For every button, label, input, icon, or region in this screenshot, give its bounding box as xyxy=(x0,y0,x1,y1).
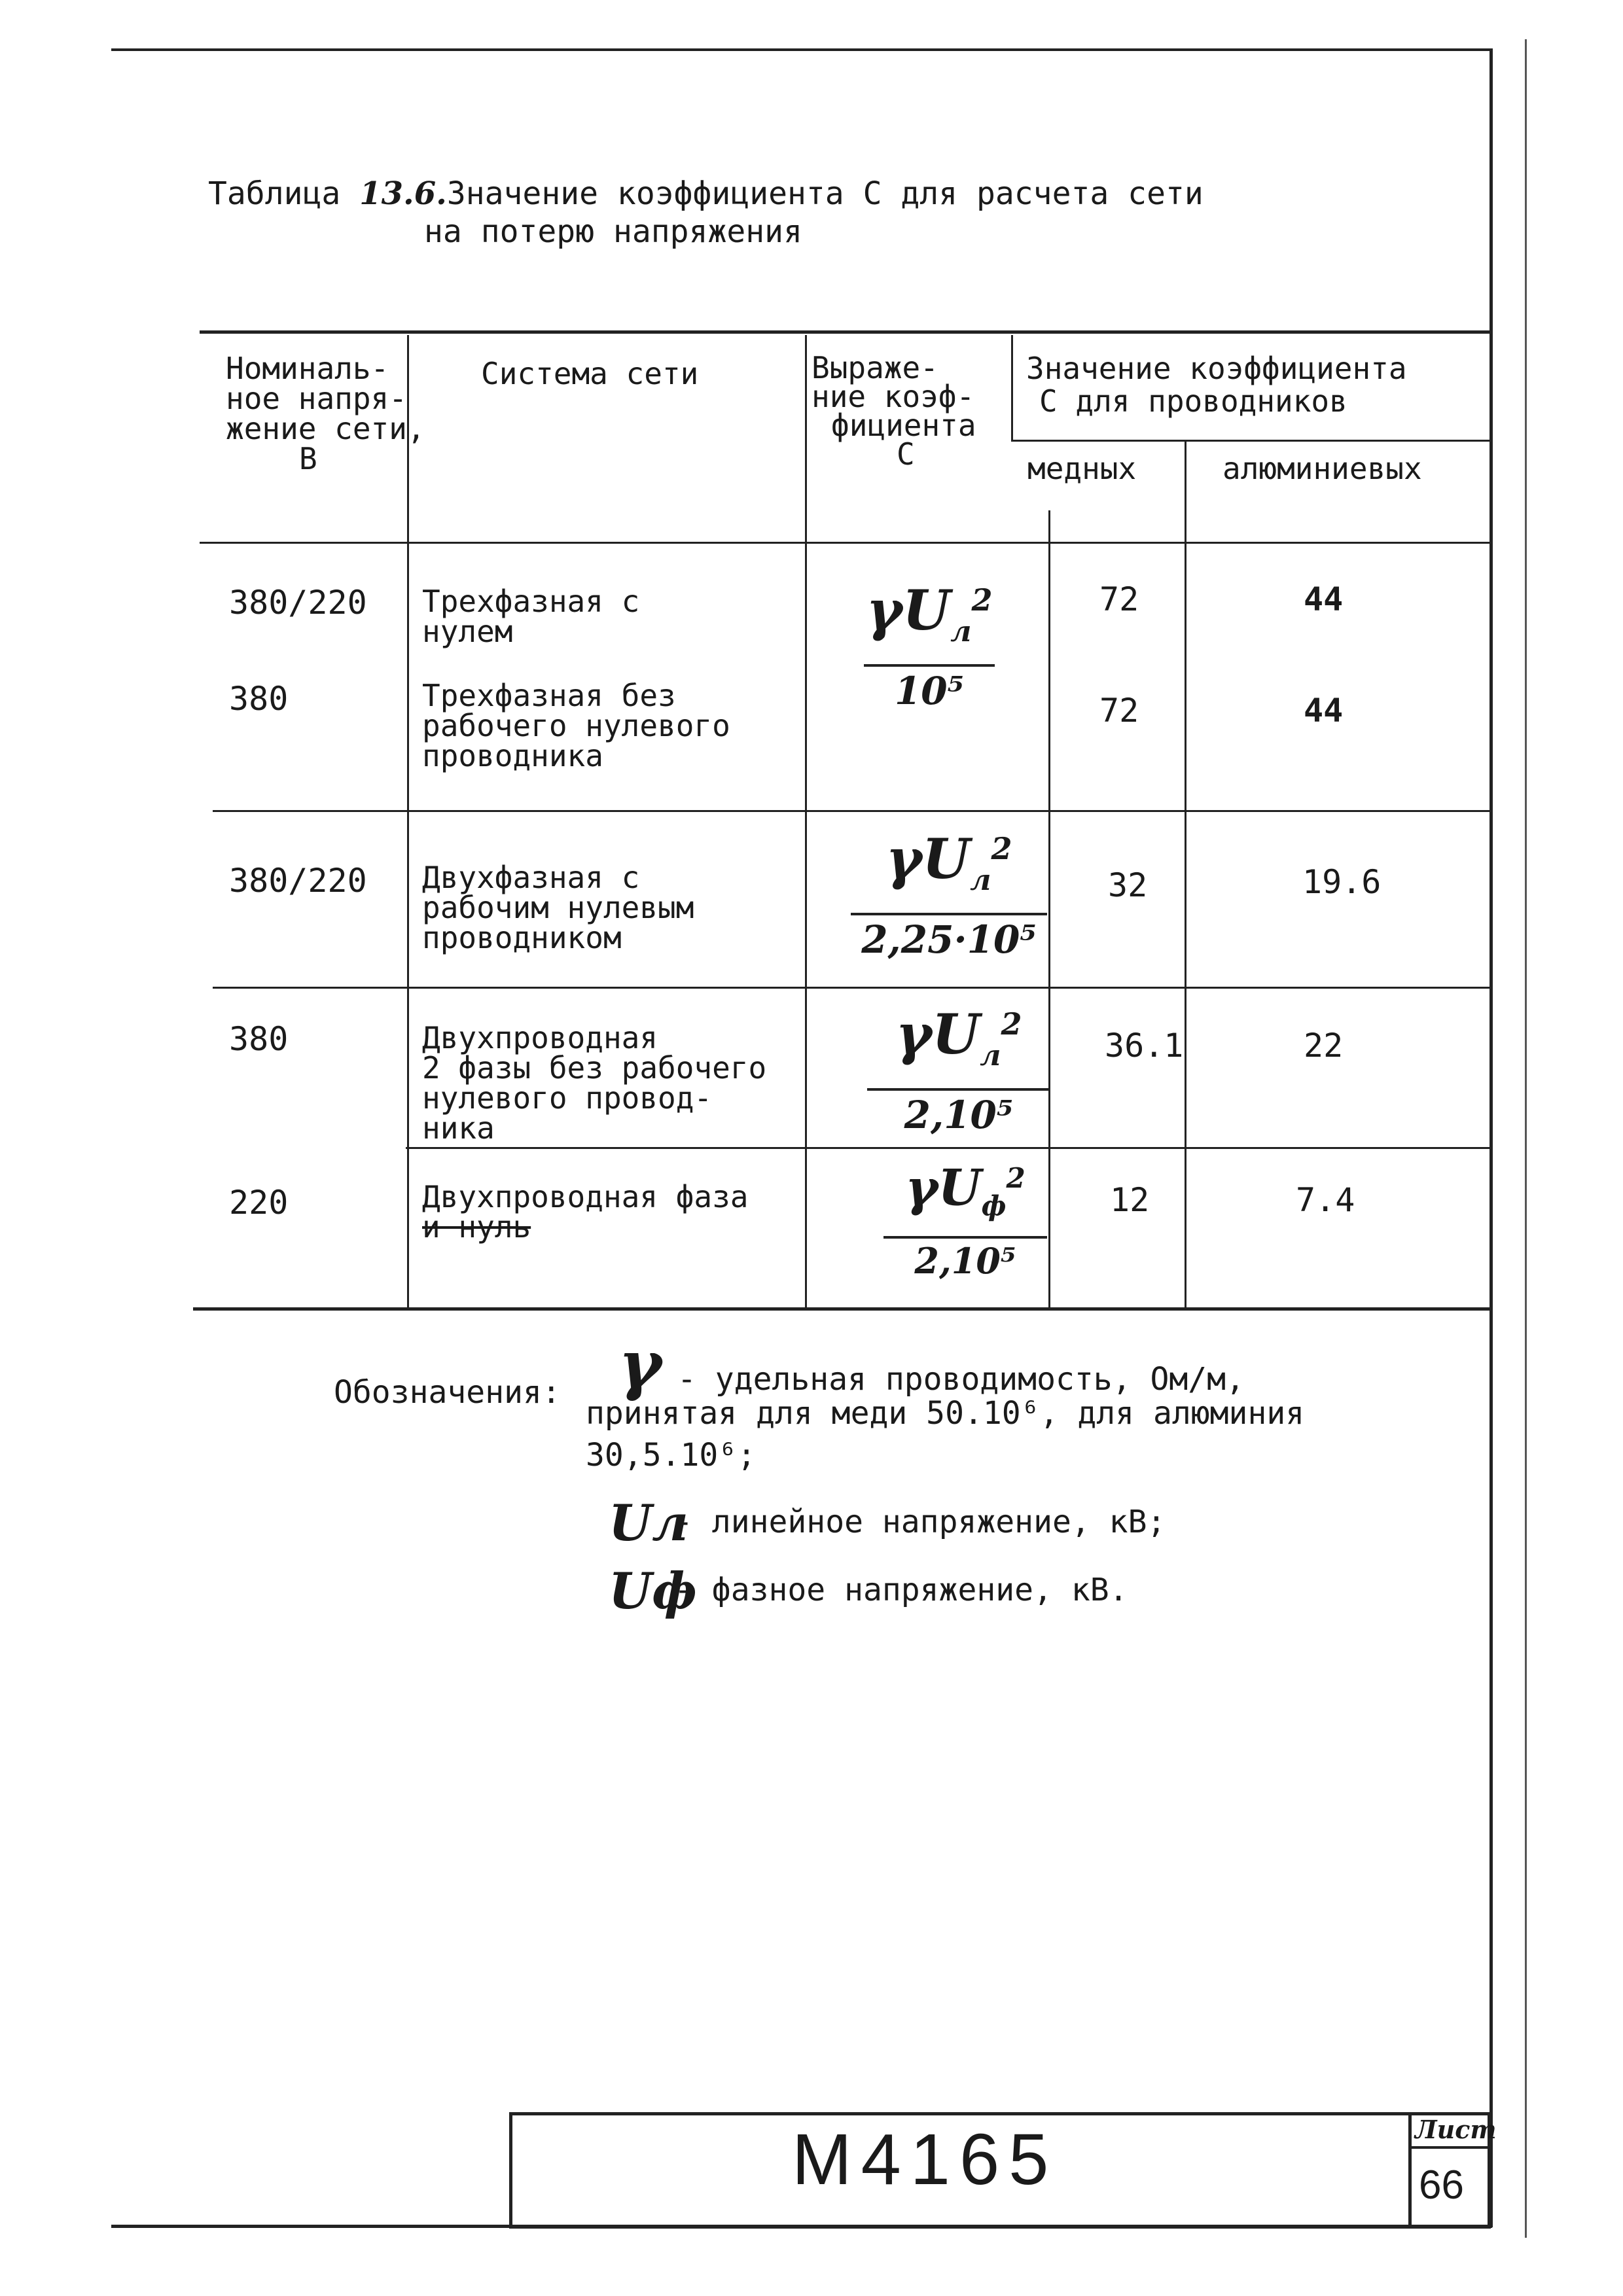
row4-system-line4: ника xyxy=(422,1110,495,1146)
formula1-bar xyxy=(864,664,995,667)
row4-copper: 36.1 xyxy=(1105,1027,1184,1065)
gamma-line3: 30,5.10⁶; xyxy=(586,1437,757,1474)
row1-copper: 72 xyxy=(1099,580,1139,618)
frame-right-outer-line xyxy=(1525,39,1527,2238)
gamma-line2: принятая для меди 50.10⁶, для алюминия xyxy=(586,1395,1305,1432)
row3-system-line2: рабочим нулевым xyxy=(422,890,694,925)
formula-phase-zero xyxy=(883,1152,1047,1280)
row3-copper: 32 xyxy=(1108,866,1148,904)
row3-system xyxy=(422,862,694,953)
row5-system-line1: Двухпроводная фаза xyxy=(422,1179,749,1214)
formula-three-phase xyxy=(864,571,995,713)
header-aluminum: алюминиевых xyxy=(1222,451,1422,486)
header-coef-line1: Значение коэффициента xyxy=(1026,351,1407,386)
row4-system xyxy=(422,1020,767,1146)
row4-system-line3: нулевого провод- xyxy=(422,1080,713,1116)
formula1-numerator: γU xyxy=(866,578,951,643)
header-expression-line1: Выраже- xyxy=(812,350,938,385)
header-copper: медных xyxy=(1027,451,1137,486)
formula2-sup: 2 xyxy=(991,831,1012,866)
header-expression-line3: фициента xyxy=(831,408,976,443)
caption-line2: на потерю напряжения xyxy=(424,213,802,250)
row5-copper: 12 xyxy=(1110,1181,1150,1219)
caption-label: Таблица xyxy=(208,175,341,212)
row1-aluminum: 44 xyxy=(1304,580,1344,618)
row-divider-1 xyxy=(213,810,1492,812)
col-divider-2 xyxy=(805,335,807,1307)
caption-number: 13.6. xyxy=(359,175,447,212)
header-voltage-line4: В xyxy=(299,441,317,476)
row4-voltage: 380 xyxy=(229,1020,289,1058)
row1-system xyxy=(422,584,640,649)
row1-voltage: 380/220 xyxy=(229,584,367,622)
row5-voltage: 220 xyxy=(229,1184,289,1222)
formula4-sup: 2 xyxy=(1006,1162,1026,1194)
row1-system-line2: нулем xyxy=(422,614,513,649)
formula2-denominator: 2,25·10⁵ xyxy=(861,917,1037,962)
header-voltage xyxy=(226,353,425,474)
bottom-edge-line xyxy=(111,2225,1492,2228)
row4-aluminum: 22 xyxy=(1304,1027,1344,1065)
frame-top-line xyxy=(111,48,1492,51)
header-expression xyxy=(812,350,976,472)
caption-line1: Значение коэффициента С для расчета сети xyxy=(446,175,1204,212)
uf-symbol: Uф xyxy=(609,1562,697,1620)
row2-system-line2: рабочего нулевого xyxy=(422,708,730,743)
formula3-sup: 2 xyxy=(1001,1006,1022,1042)
row1-system-line1: Трехфазная с xyxy=(422,584,640,619)
header-expression-line4: С xyxy=(897,436,915,472)
row2-system-line1: Трехфазная без xyxy=(422,678,676,713)
header-system: Система сети xyxy=(481,356,699,391)
row2-system xyxy=(422,680,730,771)
col-divider-3 xyxy=(1011,335,1013,440)
title-block-divider xyxy=(1408,2112,1412,2229)
sheet-number: 66 xyxy=(1419,2163,1464,2208)
header-voltage-line3: жение сети, xyxy=(226,411,425,446)
formula1-sub: л xyxy=(950,614,972,648)
row2-aluminum: 44 xyxy=(1304,692,1344,730)
ul-text: - линейное напряжение, кВ; xyxy=(674,1504,1166,1540)
header-expression-line2: ние коэф- xyxy=(812,379,975,414)
sheet-cell-divider xyxy=(1408,2146,1491,2149)
formula4-sub: ф xyxy=(981,1190,1007,1222)
uf-text: - фазное напряжение, кВ. xyxy=(674,1572,1128,1608)
row2-copper: 72 xyxy=(1099,692,1139,730)
formula2-sub: л xyxy=(970,863,991,897)
header-voltage-line2: ное напря- xyxy=(226,381,407,416)
row3-voltage: 380/220 xyxy=(229,862,367,900)
row3-aluminum: 19.6 xyxy=(1302,863,1382,901)
header-voltage-line1: Номиналь- xyxy=(226,351,389,386)
row3-system-line3: проводником xyxy=(422,920,622,955)
header-coef-line2: С для проводников xyxy=(1039,383,1347,419)
row5-aluminum: 7.4 xyxy=(1296,1181,1355,1219)
col-divider-4 xyxy=(1185,442,1186,1307)
formula3-bar xyxy=(867,1088,1050,1091)
row-divider-3 xyxy=(406,1147,1492,1149)
table-top-line xyxy=(200,330,1492,334)
formula2-bar xyxy=(851,913,1047,915)
formula2-numerator: γU xyxy=(885,826,971,891)
row3-system-line1: Двухфазная с xyxy=(422,860,640,895)
stamp-code: М4165 xyxy=(792,2119,1058,2200)
table-bottom-line xyxy=(193,1307,1492,1311)
ul-symbol: Uл xyxy=(609,1494,688,1552)
row5-system-line2: и нуль xyxy=(422,1209,531,1245)
row5-system xyxy=(422,1179,749,1245)
row4-system-line2: 2 фазы без рабочего xyxy=(422,1050,767,1086)
formula4-denominator: 2,10⁵ xyxy=(914,1239,1016,1282)
header-coef-group xyxy=(1026,352,1407,417)
table-caption xyxy=(208,175,1204,212)
row2-system-line3: проводника xyxy=(422,738,603,773)
formula4-bar xyxy=(883,1236,1047,1239)
notes-label: Обозначения: xyxy=(334,1374,561,1411)
header-subgroup-line xyxy=(1011,440,1492,442)
col-divider-1 xyxy=(407,335,409,1307)
formula1-sup: 2 xyxy=(971,582,993,618)
col-divider-3b xyxy=(1048,510,1050,1307)
gamma-text: - удельная проводимость, Ом/м, xyxy=(677,1361,1245,1398)
row2-voltage: 380 xyxy=(229,680,289,718)
formula-two-phase xyxy=(851,819,1047,961)
formula4-numerator: γU xyxy=(905,1158,982,1217)
formula3-numerator: γU xyxy=(895,1002,980,1067)
row-divider-2 xyxy=(213,987,1492,989)
frame-right-line xyxy=(1489,48,1493,2227)
header-bottom-line xyxy=(200,542,1492,544)
formula-two-wire xyxy=(867,995,1050,1137)
formula3-sub: л xyxy=(980,1038,1001,1072)
formula3-denominator: 2,10⁵ xyxy=(904,1092,1014,1137)
sheet-label: Лист xyxy=(1415,2115,1497,2144)
row4-system-line1: Двухпроводная xyxy=(422,1020,658,1055)
gamma-symbol: γ xyxy=(618,1326,662,1403)
formula1-denominator: 10⁵ xyxy=(894,668,965,713)
